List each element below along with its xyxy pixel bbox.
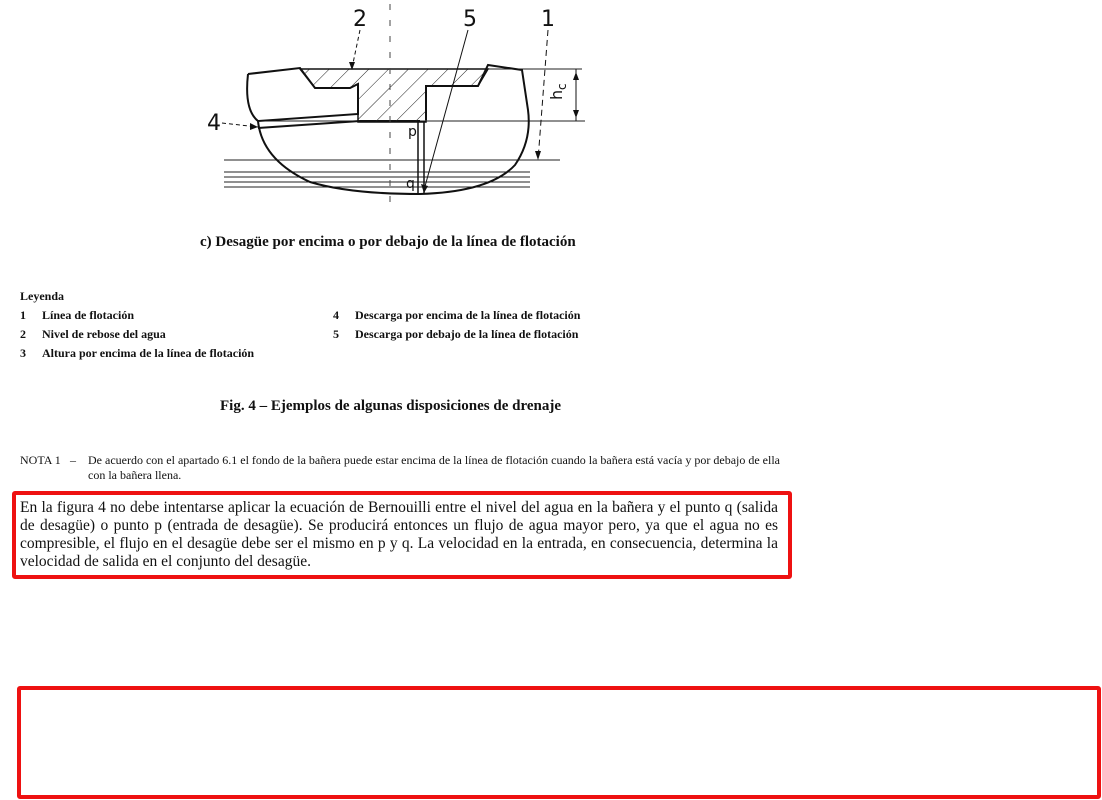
legend-title: Leyenda — [20, 289, 65, 303]
bathtub-drain-figure — [200, 0, 600, 215]
subfigure-caption: c) Desagüe por encima o por debajo de la línea de flotación — [200, 234, 576, 250]
legend-item-text: Descarga por debajo de la línea de flotación — [355, 327, 579, 341]
legend-item-text: Altura por encima de la línea de flotación — [42, 346, 255, 360]
callout-4: 4 — [207, 111, 221, 136]
note-dash: – — [70, 453, 76, 467]
legend-item-2 — [20, 327, 166, 342]
legend-item-text: Descarga por encima de la línea de flotación — [355, 308, 581, 322]
point-q-label: q — [406, 176, 415, 192]
highlight-box-empty — [17, 686, 1101, 799]
height-label-h: h — [547, 89, 566, 100]
legend-item-3 — [20, 346, 254, 361]
legend-item-5 — [333, 327, 578, 342]
callout-1: 1 — [541, 7, 555, 32]
callout-5: 5 — [463, 7, 477, 32]
legend-item-number: 1 — [20, 308, 26, 322]
height-label-subscript: c — [555, 83, 569, 90]
body-paragraph: En la figura 4 no debe intentarse aplicar la ecuación de Bernouilli entre el nivel del agua en la bañera y el punto q (salida de desagüe) o punto p (entrada de desagüe). Se producirá entonces un flujo de agua mayor pero, ya que el agua no es compresible, el flujo en el desagüe debe ser el mismo en p y q. La velocidad en la entrada, en consecuencia, determina la velocidad de salida en el conjunto del desagüe. — [20, 499, 778, 570]
legend-item-1 — [20, 308, 134, 323]
legend-item-text: Nivel de rebose del agua — [42, 327, 166, 341]
bathtub-drawing — [200, 0, 600, 215]
note — [20, 453, 780, 483]
legend-item-4 — [333, 308, 580, 323]
note-text: De acuerdo con el apartado 6.1 el fondo de la bañera puede estar encima de la línea de flotación cuando la bañera está vacía y por debajo de ella con la bañera llena. — [88, 453, 780, 482]
note-label: NOTA 1 — [20, 453, 61, 467]
legend-item-number: 2 — [20, 327, 26, 341]
legend-item-number: 5 — [333, 327, 339, 341]
legend-item-number: 3 — [20, 346, 26, 360]
callout-2: 2 — [353, 7, 367, 32]
point-p-label: p — [408, 124, 417, 140]
legend-item-number: 4 — [333, 308, 339, 322]
legend-item-text: Línea de flotación — [42, 308, 134, 322]
figure-title: Fig. 4 – Ejemplos de algunas disposiciones de drenaje — [220, 398, 562, 414]
